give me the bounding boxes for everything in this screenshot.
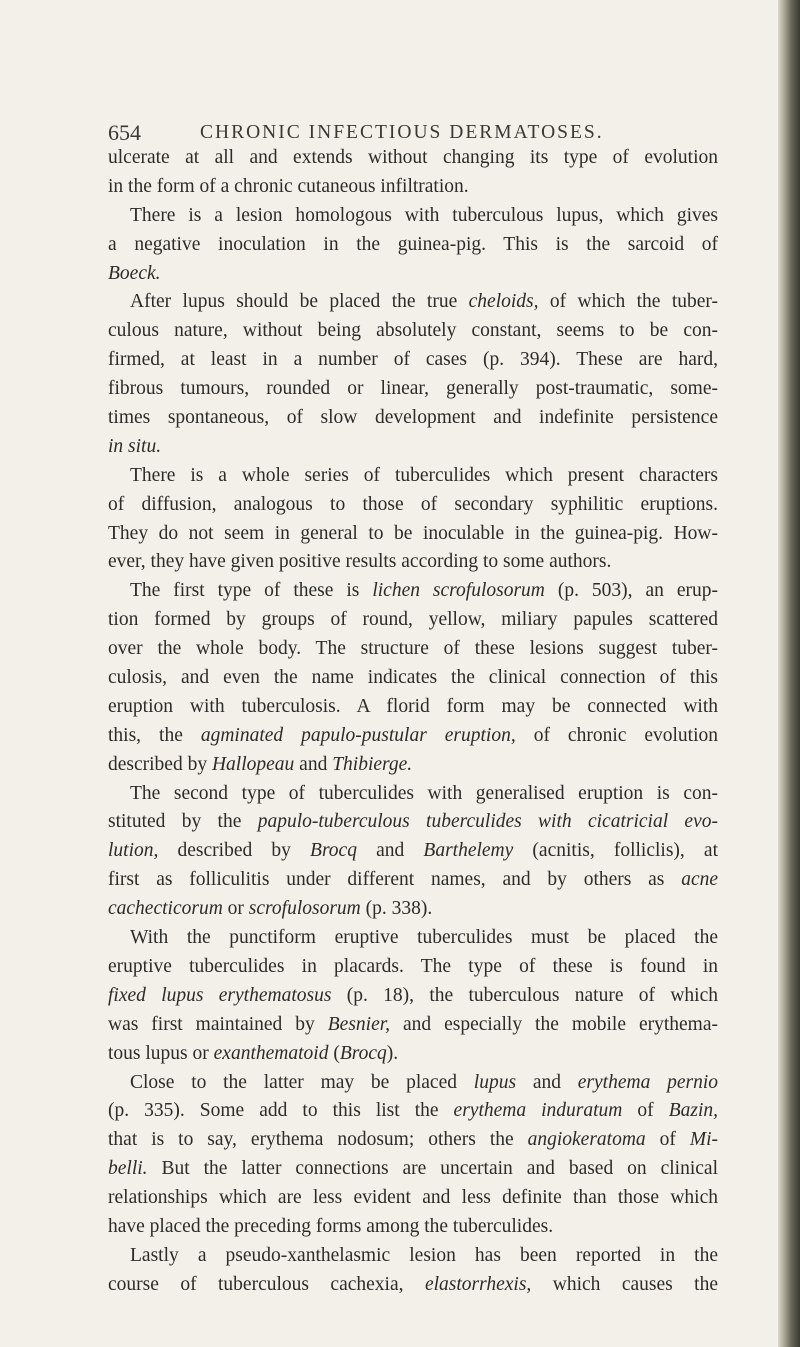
text-line: culous nature, without being absolutely constant, seems to be con- [108, 320, 718, 342]
body-text [108, 144, 718, 1300]
text-line: of diffusion, analogous to those of secondary syphilitic eruptions. [108, 493, 718, 515]
text-line: With the punctiform eruptive tuberculides must be placed the [130, 927, 718, 949]
text-line: stituted by the papulo-tuberculous tuberculides with cicatricial evo- [108, 811, 718, 833]
text-line: have placed the preceding forms among the tuberculides. [108, 1215, 554, 1237]
text-line: (p. 335). Some add to this list the erythema induratum of Bazin, [108, 1100, 718, 1122]
text-line: in situ. [108, 435, 162, 457]
text-line: belli. But the latter connections are uncertain and based on clinical [108, 1158, 718, 1180]
text-line: fixed lupus erythematosus (p. 18), the tuberculous nature of which [108, 984, 718, 1006]
text-line: eruptive tuberculides in placards. The type of these is found in [108, 955, 718, 977]
text-line: cachecticorum or scrofulosorum (p. 338). [108, 898, 433, 920]
text-line: The second type of tuberculides with generalised eruption is con- [130, 782, 718, 804]
text-line: first as folliculitis under different names, and by others as acne [108, 869, 718, 891]
text-line: in the form of a chronic cutaneous infiltration. [108, 175, 469, 197]
text-line: lution, described by Brocq and Barthelemy (acnitis, folliclis), at [108, 840, 719, 862]
page-number: 654 [108, 120, 141, 145]
text-line: a negative inoculation in the guinea-pig. This is the sarcoid of [108, 233, 718, 255]
text-line: Close to the latter may be placed lupus and erythema pernio [130, 1071, 719, 1093]
text-line: fibrous tumours, rounded or linear, generally post-traumatic, some- [108, 378, 718, 400]
text-line: There is a whole series of tuberculides which present characters [130, 464, 718, 486]
text-line: ever, they have given positive results according to some authors. [108, 551, 612, 573]
running-head: CHRONIC INFECTIOUS DERMATOSES. [200, 122, 604, 143]
text-line: They do not seem in general to be inoculable in the guinea-pig. How- [108, 522, 718, 544]
text-line: over the whole body. The structure of these lesions suggest tuber- [108, 638, 718, 660]
text-line: The first type of these is lichen scrofulosorum (p. 503), an erup- [130, 580, 718, 602]
text-line: There is a lesion homologous with tuberculous lupus, which gives [130, 204, 718, 226]
text-line: ulcerate at all and extends without changing its type of evolution [108, 147, 718, 168]
text-line: After lupus should be placed the true cheloids, of which the tuber- [130, 291, 718, 313]
text-line: that is to say, erythema nodosum; others the angiokeratoma of Mi- [108, 1129, 718, 1151]
text-line: tion formed by groups of round, yellow, miliary papules scattered [108, 609, 718, 631]
text-line: tous lupus or exanthematoid (Brocq). [108, 1042, 399, 1064]
text-line: Lastly a pseudo-xanthelasmic lesion has been reported in the [130, 1244, 718, 1266]
text-line: eruption with tuberculosis. A florid form may be connected with [108, 695, 718, 717]
text-line: Boeck. [108, 262, 161, 284]
text-line: firmed, at least in a number of cases (p. 394). These are hard, [108, 349, 718, 371]
text-line: this, the agminated papulo-pustular eruption, of chronic evolution [108, 724, 719, 746]
text-line: was first maintained by Besnier, and especially the mobile erythema- [108, 1013, 719, 1035]
text-line: times spontaneous, of slow development and indefinite persistence [108, 407, 718, 429]
text-line: described by Hallopeau and Thibierge. [108, 753, 413, 775]
text-line: relationships which are less evident and less definite than those which [108, 1187, 718, 1209]
book-spine-edge [778, 0, 800, 1347]
text-line: culosis, and even the name indicates the clinical connection of this [108, 667, 718, 689]
text-line: course of tuberculous cachexia, elastorrhexis, which causes the [108, 1273, 719, 1295]
